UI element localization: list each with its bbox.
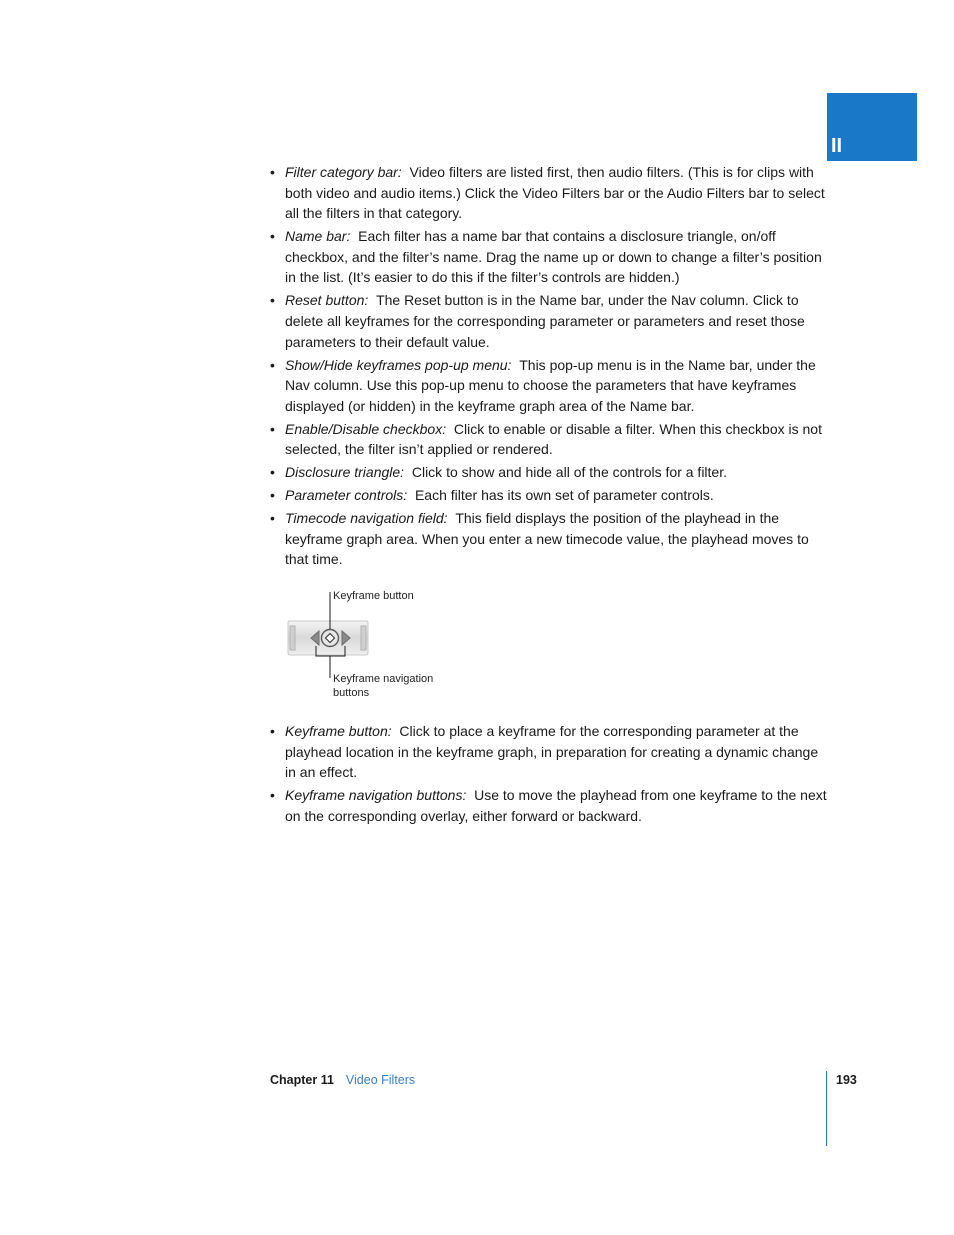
list-item-text: Click to place a keyframe for the corresponding parameter at the playhead location in the keyframe graph, in preparation for creating a dynamic change in an effect. bbox=[285, 723, 819, 781]
list-item-term: Parameter controls: bbox=[285, 487, 408, 504]
list-item-text: Video filters are listed first, then audio filters. (This is for clips with both video and audio items.) Click the Video Filters bar or the Audio Filters bar to select all the filters in that category. bbox=[285, 164, 825, 222]
list-item-text: This field displays the position of the playhead in the keyframe graph area. When you enter a new timecode value, the playhead moves to that time. bbox=[285, 510, 809, 568]
list-item-text: Use to move the playhead from one keyframe to the next on the corresponding overlay, either forward or backward. bbox=[285, 787, 827, 824]
list-item-text: Click to enable or disable a filter. When this checkbox is not selected, the filter isn’t applied or rendered. bbox=[285, 420, 822, 458]
footer-divider bbox=[826, 1071, 827, 1146]
list-item-text: This pop-up menu is in the Name bar, under the Nav column. Use this pop-up menu to choose the parameters that have keyframes displayed (or hidden) in the keyframe graph area of the Name bar. bbox=[285, 356, 816, 414]
list-item-term: Timecode navigation field: bbox=[285, 510, 448, 527]
list-item-text: Click to show and hide all of the controls for a filter. bbox=[411, 464, 728, 481]
list-item-text: Each filter has its own set of parameter controls. bbox=[414, 487, 714, 504]
list-item bbox=[270, 721, 830, 783]
keyframe-navigation-callout: Keyframe navigation buttons bbox=[333, 673, 434, 699]
chapter-label: Chapter 11 bbox=[270, 1073, 334, 1087]
list-item bbox=[270, 419, 830, 460]
list-item-term: Keyframe button: bbox=[285, 723, 392, 739]
list-item-term: Filter category bar: bbox=[285, 164, 402, 180]
page-number: 193 bbox=[836, 1073, 857, 1087]
keyframe-controls-figure bbox=[286, 586, 466, 706]
list-item-text: Each filter has a name bar that contains a disclosure triangle, on/off checkbox, and the filter’s name. Drag the name up or down to change a filter’s position in the list. (It’s easier to do this if the filter’s controls are hidden.) bbox=[285, 228, 822, 286]
bullet-list-top bbox=[270, 162, 830, 572]
chapter-title-link[interactable]: Video Filters bbox=[345, 1073, 416, 1087]
list-item-term: Disclosure triangle: bbox=[285, 464, 405, 481]
part-tab-label: II bbox=[831, 135, 843, 157]
list-item bbox=[270, 226, 830, 288]
list-item-term: Reset button: bbox=[285, 292, 369, 309]
part-tab bbox=[827, 93, 917, 161]
list-item bbox=[270, 355, 830, 417]
list-item-term: Show/Hide keyframes pop-up menu: bbox=[285, 356, 512, 373]
list-item bbox=[270, 290, 830, 352]
keyframe-button-icon[interactable] bbox=[322, 630, 339, 647]
footer-chapter bbox=[270, 1073, 415, 1087]
list-item-term: Keyframe navigation buttons: bbox=[285, 787, 467, 804]
list-item bbox=[270, 462, 830, 483]
list-item-text: The Reset button is in the Name bar, under the Nav column. Click to delete all keyframes for the corresponding parameter or parameters and reset those parameters to their default value. bbox=[285, 292, 805, 350]
list-item bbox=[270, 785, 830, 826]
list-item bbox=[270, 485, 830, 506]
list-item-term: Enable/Disable checkbox: bbox=[285, 420, 447, 437]
keyframe-button-callout: Keyframe button bbox=[333, 590, 414, 602]
list-item bbox=[270, 508, 830, 570]
list-item bbox=[270, 162, 830, 224]
list-item-term: Name bar: bbox=[285, 228, 351, 245]
bullet-list-bottom bbox=[270, 721, 830, 829]
